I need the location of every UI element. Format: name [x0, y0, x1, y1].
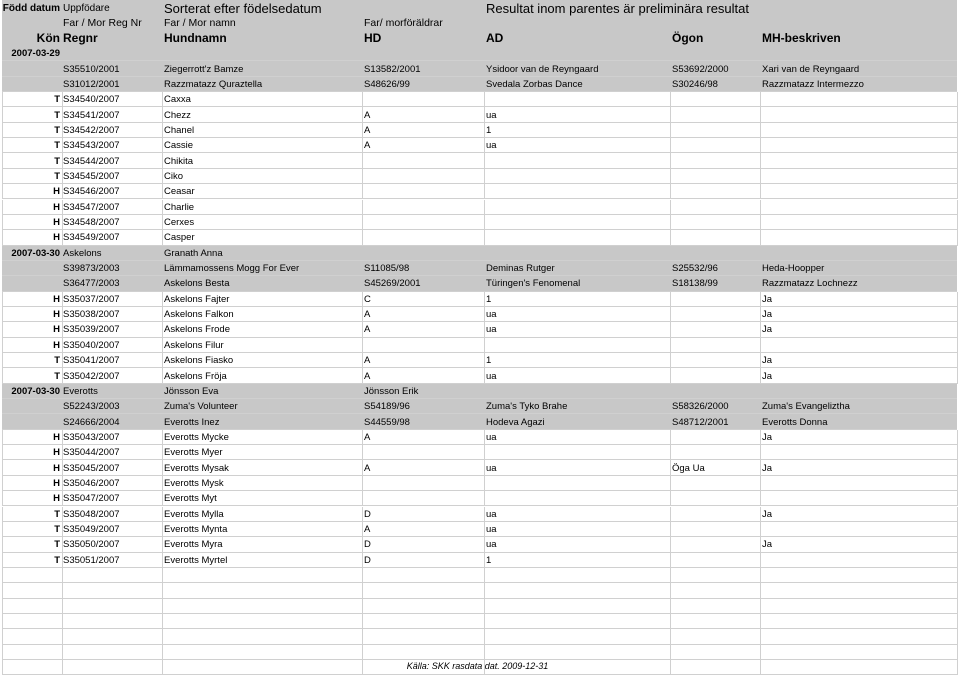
header-far-morforaldrar: Far/ morföräldrar	[364, 17, 443, 29]
cell-c2: Chezz	[164, 109, 191, 121]
table-row	[2, 215, 957, 230]
cell-c2: Zuma's Volunteer	[164, 401, 238, 413]
cell-c4	[484, 46, 670, 61]
table-row	[2, 445, 957, 460]
cell-c2: Everotts Mycke	[164, 431, 229, 443]
cell-c0	[2, 61, 62, 76]
cell-c6: Xari van de Reyngaard	[762, 63, 860, 75]
cell-c4: Türingen's Fenomenal	[486, 278, 581, 290]
cell-c0: T	[54, 554, 60, 566]
header-far-mor-namn: Far / Mor namn	[164, 17, 236, 29]
cell-c2: Everotts Myt	[164, 493, 217, 505]
cell-c1: S35041/2007	[63, 355, 120, 367]
cell-c2: Ziegerrott'z Bamze	[164, 63, 244, 75]
cell-c2: Askelons Filur	[164, 339, 224, 351]
cell-c4: ua	[486, 508, 497, 520]
cell-c5	[670, 476, 760, 491]
cell-c6	[760, 138, 957, 153]
cell-c3: C	[364, 293, 371, 305]
cell-c6	[760, 92, 957, 107]
cell-c1: S35049/2007	[63, 524, 120, 536]
cell-c2: Razzmatazz Quraztella	[164, 78, 263, 90]
parent-row	[2, 77, 957, 92]
cell-c2: Chanel	[164, 124, 195, 136]
cell-c5	[670, 200, 760, 215]
cell-c3	[362, 215, 484, 230]
cell-c1: S34544/2007	[63, 155, 120, 167]
cell-c1: S34549/2007	[63, 232, 120, 244]
cell-c1: S34541/2007	[63, 109, 120, 121]
cell-c4: Hodeva Agazi	[486, 416, 545, 428]
cell-c5: S58326/2000	[672, 401, 729, 413]
cell-c1: S35039/2007	[63, 324, 120, 336]
cell-c3: Jönsson Erik	[364, 385, 419, 397]
empty-row	[2, 599, 957, 614]
cell-c4	[484, 169, 670, 184]
parent-row	[2, 276, 957, 291]
cell-c2: Everotts Myra	[164, 539, 223, 551]
cell-c5	[670, 430, 760, 445]
cell-c6	[760, 522, 957, 537]
cell-c2: Charlie	[164, 201, 195, 213]
cell-c3	[362, 246, 484, 261]
cell-c1: S34545/2007	[63, 170, 120, 182]
table-row	[2, 184, 957, 199]
cell-c5	[670, 507, 760, 522]
cell-c2: Askelons Frode	[164, 324, 231, 336]
litter-row	[2, 384, 957, 399]
cell-c3: D	[364, 554, 371, 566]
header-resultat: Resultat inom parentes är preliminära resultat	[486, 0, 750, 16]
cell-c4	[484, 184, 670, 199]
cell-c0: T	[54, 109, 60, 121]
cell-c6: Ja	[762, 508, 773, 520]
cell-c5	[670, 184, 760, 199]
table-row	[2, 460, 957, 475]
cell-c6: Razzmatazz Lochnezz	[762, 278, 858, 290]
header-ad: AD	[486, 31, 504, 45]
cell-c4: 1	[486, 554, 492, 566]
cell-c1: S35038/2007	[63, 309, 120, 321]
cell-c5	[670, 553, 760, 568]
cell-c5: S30246/98	[672, 78, 718, 90]
table-row	[2, 292, 957, 307]
cell-c4: 1	[486, 124, 492, 136]
header-far-mor-reg: Far / Mor Reg Nr	[63, 17, 142, 29]
header-row-2	[2, 16, 957, 30]
cell-c1: S24666/2004	[63, 416, 120, 428]
cell-c0	[2, 399, 62, 414]
table-row	[2, 368, 957, 383]
cell-c1: S31012/2001	[63, 78, 120, 90]
cell-c6: Ja	[762, 462, 773, 474]
cell-c4	[484, 153, 670, 168]
cell-c2: Jönsson Eva	[164, 385, 219, 397]
cell-c1: S36477/2003	[63, 278, 120, 290]
cell-c5	[670, 230, 760, 245]
cell-c0	[2, 261, 62, 276]
cell-c0: H	[53, 339, 60, 351]
cell-c0	[2, 276, 62, 291]
cell-c0: H	[53, 293, 60, 305]
cell-c2: Cassie	[164, 140, 194, 152]
cell-c6: Zuma's Evangeliztha	[762, 401, 850, 413]
cell-c2: Ceasar	[164, 186, 195, 198]
cell-c4	[484, 384, 670, 399]
cell-c2: Chikita	[164, 155, 194, 167]
cell-c4	[484, 92, 670, 107]
cell-c1: S34542/2007	[63, 124, 120, 136]
cell-c1: S34548/2007	[63, 217, 120, 229]
cell-c3: A	[364, 309, 371, 321]
cell-c0: H	[53, 232, 60, 244]
cell-c1: S35044/2007	[63, 447, 120, 459]
table-row	[2, 307, 957, 322]
header-regnr: Regnr	[63, 31, 98, 45]
cell-c4: ua	[486, 524, 497, 536]
cell-c0	[2, 77, 62, 92]
cell-c2	[162, 46, 362, 61]
cell-c2: Askelons Fajter	[164, 293, 230, 305]
cell-c5	[670, 338, 760, 353]
cell-c5	[670, 169, 760, 184]
cell-c3	[362, 445, 484, 460]
cell-c5	[670, 123, 760, 138]
cell-c5	[670, 537, 760, 552]
table-row	[2, 123, 957, 138]
cell-c2: Everotts Myrtel	[164, 554, 228, 566]
cell-c4: ua	[486, 309, 497, 321]
cell-c6: Ja	[762, 539, 773, 551]
table-row	[2, 169, 957, 184]
cell-c6	[760, 46, 957, 61]
parent-row	[2, 399, 957, 414]
table-row	[2, 230, 957, 245]
table-row	[2, 107, 957, 122]
cell-c3: S44559/98	[364, 416, 410, 428]
cell-c4	[484, 200, 670, 215]
empty-row	[2, 583, 957, 598]
cell-c5: S25532/96	[672, 263, 718, 275]
cell-c3: A	[364, 324, 371, 336]
cell-c0: H	[53, 431, 60, 443]
cell-c1: Everotts	[63, 385, 98, 397]
cell-c2: Everotts Mysk	[164, 477, 224, 489]
table-row	[2, 353, 957, 368]
cell-c6: Razzmatazz Intermezzo	[762, 78, 864, 90]
cell-c1: S35037/2007	[63, 293, 120, 305]
cell-c4: ua	[486, 324, 497, 336]
cell-c6	[760, 476, 957, 491]
cell-c5	[670, 445, 760, 460]
cell-c5	[670, 491, 760, 506]
cell-c1: S35042/2007	[63, 370, 120, 382]
cell-c4: ua	[486, 539, 497, 551]
table-row	[2, 322, 957, 337]
cell-c2: Askelons Fiasko	[164, 355, 234, 367]
cell-c4	[484, 491, 670, 506]
cell-c6	[760, 215, 957, 230]
cell-c6: Everotts Donna	[762, 416, 828, 428]
cell-c1: S35040/2007	[63, 339, 120, 351]
cell-c6	[760, 246, 957, 261]
cell-c1: S34547/2007	[63, 201, 120, 213]
cell-c0: T	[54, 355, 60, 367]
table-row	[2, 476, 957, 491]
cell-c2: Casper	[164, 232, 195, 244]
cell-c0: T	[54, 370, 60, 382]
cell-c5	[670, 353, 760, 368]
cell-c0: H	[53, 186, 60, 198]
cell-c3: A	[364, 140, 371, 152]
cell-c5	[670, 522, 760, 537]
table-row	[2, 338, 957, 353]
cell-c5	[670, 322, 760, 337]
cell-c5: Öga Ua	[672, 462, 705, 474]
cell-c0: T	[54, 140, 60, 152]
cell-c0: 2007-03-29	[11, 48, 60, 60]
header-row-3	[2, 30, 957, 46]
cell-c6	[760, 384, 957, 399]
cell-c0: T	[54, 524, 60, 536]
header-sorterat: Sorterat efter födelsedatum	[164, 0, 322, 16]
cell-c1: S35510/2001	[63, 63, 120, 75]
source-footer: Källa: SKK rasdata dat. 2009-12-31	[406, 661, 549, 671]
cell-c5	[670, 215, 760, 230]
header-kon: Kön	[36, 31, 60, 45]
cell-c6	[760, 107, 957, 122]
cell-c6: Ja	[762, 324, 773, 336]
cell-c2: Cerxes	[164, 217, 195, 229]
cell-c3	[362, 153, 484, 168]
cell-c2: Lämmamossens Mogg For Ever	[164, 263, 300, 275]
cell-c4	[484, 230, 670, 245]
cell-c3: D	[364, 539, 371, 551]
cell-c3: A	[364, 124, 371, 136]
cell-c3: S48626/99	[364, 78, 410, 90]
cell-c0: T	[54, 124, 60, 136]
cell-c3	[362, 46, 484, 61]
table-row	[2, 153, 957, 168]
cell-c3	[362, 491, 484, 506]
cell-c3: A	[364, 462, 371, 474]
cell-c3: S45269/2001	[364, 278, 421, 290]
cell-c5: S53692/2000	[672, 63, 729, 75]
cell-c4	[484, 445, 670, 460]
cell-c5	[670, 292, 760, 307]
cell-c6	[760, 123, 957, 138]
cell-c3: A	[364, 370, 371, 382]
cell-c3	[362, 230, 484, 245]
cell-c1: S34540/2007	[63, 94, 120, 106]
table-row	[2, 138, 957, 153]
cell-c0: H	[53, 477, 60, 489]
cell-c2: Everotts Inez	[164, 416, 220, 428]
header-hundnamn: Hundnamn	[164, 31, 227, 45]
cell-c4: 1	[486, 293, 492, 305]
cell-c1: S35048/2007	[63, 508, 120, 520]
cell-c4	[484, 215, 670, 230]
cell-c4: ua	[486, 140, 497, 152]
cell-c6	[760, 445, 957, 460]
cell-c5	[670, 368, 760, 383]
cell-c6	[760, 153, 957, 168]
cell-c3: S11085/98	[364, 263, 410, 275]
cell-c6: Ja	[762, 293, 773, 305]
header-fodd-datum: Född datum	[2, 2, 60, 14]
cell-c1: Askelons	[63, 247, 102, 259]
cell-c0: 2007-03-30	[11, 247, 60, 259]
cell-c1: S35050/2007	[63, 539, 120, 551]
cell-c5	[670, 46, 760, 61]
litter-row	[2, 246, 957, 261]
empty-row	[2, 645, 957, 660]
cell-c2: Ciko	[164, 170, 184, 182]
cell-c2: Askelons Fröja	[164, 370, 227, 382]
parent-row	[2, 61, 957, 76]
header-ogon: Ögon	[672, 31, 704, 45]
cell-c6	[760, 200, 957, 215]
header-hd: HD	[364, 31, 382, 45]
cell-c6	[760, 491, 957, 506]
cell-c5	[670, 384, 760, 399]
cell-c3: S54189/96	[364, 401, 410, 413]
cell-c4: ua	[486, 109, 497, 121]
cell-c3	[362, 476, 484, 491]
cell-c0: T	[54, 539, 60, 551]
cell-c0: 2007-03-30	[11, 385, 60, 397]
cell-c5	[670, 138, 760, 153]
parent-row	[2, 261, 957, 276]
cell-c5	[670, 107, 760, 122]
table-row	[2, 553, 957, 568]
cell-c6: Ja	[762, 370, 773, 382]
cell-c3	[362, 338, 484, 353]
empty-row	[2, 568, 957, 583]
header-row-1	[2, 0, 957, 16]
table-row	[2, 537, 957, 552]
table-row	[2, 522, 957, 537]
cell-c5	[670, 153, 760, 168]
cell-c3	[362, 200, 484, 215]
cell-c1: S35047/2007	[63, 493, 120, 505]
cell-c2: Caxxa	[164, 94, 191, 106]
cell-c1: S35046/2007	[63, 477, 120, 489]
cell-c5	[670, 92, 760, 107]
cell-c1: S52243/2003	[63, 401, 120, 413]
cell-c1: S35051/2007	[63, 554, 120, 566]
cell-c1	[62, 46, 162, 61]
cell-c0: T	[54, 155, 60, 167]
cell-c3	[362, 169, 484, 184]
cell-c4: ua	[486, 431, 497, 443]
cell-c6	[760, 184, 957, 199]
cell-c6: Ja	[762, 431, 773, 443]
cell-c3: A	[364, 524, 371, 536]
cell-c5: S48712/2001	[672, 416, 729, 428]
cell-c2: Everotts Mynta	[164, 524, 228, 536]
table-row	[2, 200, 957, 215]
cell-c4: ua	[486, 462, 497, 474]
cell-c4: 1	[486, 355, 492, 367]
parent-row	[2, 414, 957, 429]
cell-c2: Granath Anna	[164, 247, 223, 259]
cell-c4: Ysidoor van de Reyngaard	[486, 63, 599, 75]
cell-c2: Askelons Besta	[164, 278, 230, 290]
cell-c3: D	[364, 508, 371, 520]
cell-c3	[362, 184, 484, 199]
cell-c6: Ja	[762, 355, 773, 367]
cell-c0: T	[54, 170, 60, 182]
cell-c3: A	[364, 109, 371, 121]
cell-c6	[760, 169, 957, 184]
cell-c4: Deminas Rutger	[486, 263, 555, 275]
cell-c4: ua	[486, 370, 497, 382]
cell-c0: H	[53, 324, 60, 336]
cell-c4	[484, 246, 670, 261]
cell-c0: H	[53, 309, 60, 321]
cell-c1: S35043/2007	[63, 431, 120, 443]
cell-c1: S34543/2007	[63, 140, 120, 152]
cell-c6	[760, 338, 957, 353]
empty-row	[2, 614, 957, 629]
cell-c0: H	[53, 493, 60, 505]
cell-c6	[760, 230, 957, 245]
cell-c6	[760, 553, 957, 568]
table-row	[2, 491, 957, 506]
table-row	[2, 507, 957, 522]
cell-c0: T	[54, 508, 60, 520]
litter-row	[2, 46, 957, 61]
table-row	[2, 92, 957, 107]
cell-c0	[2, 414, 62, 429]
cell-c4	[484, 338, 670, 353]
cell-c2: Askelons Falkon	[164, 309, 234, 321]
cell-c3	[362, 92, 484, 107]
cell-c1: S39873/2003	[63, 263, 120, 275]
empty-row	[2, 629, 957, 644]
header-uppfodare: Uppfödare	[63, 2, 110, 14]
cell-c4: Zuma's Tyko Brahe	[486, 401, 568, 413]
cell-c4: Svedala Zorbas Dance	[486, 78, 583, 90]
cell-c5: S18138/99	[672, 278, 718, 290]
cell-c5	[670, 246, 760, 261]
table-row	[2, 430, 957, 445]
cell-c1: S34546/2007	[63, 186, 120, 198]
cell-c6: Heda-Hoopper	[762, 263, 825, 275]
cell-c0: H	[53, 447, 60, 459]
cell-c3: A	[364, 355, 371, 367]
cell-c6: Ja	[762, 309, 773, 321]
cell-c1: S35045/2007	[63, 462, 120, 474]
cell-c0: H	[53, 201, 60, 213]
cell-c2: Everotts Myer	[164, 447, 223, 459]
cell-c2: Everotts Mysak	[164, 462, 229, 474]
cell-c0: H	[53, 217, 60, 229]
cell-c0: H	[53, 462, 60, 474]
cell-c2: Everotts Mylla	[164, 508, 224, 520]
cell-c4	[484, 476, 670, 491]
cell-c5	[670, 307, 760, 322]
cell-c3: S13582/2001	[364, 63, 421, 75]
cell-c3: A	[364, 431, 371, 443]
cell-c0: T	[54, 94, 60, 106]
header-mh: MH-beskriven	[762, 31, 841, 45]
